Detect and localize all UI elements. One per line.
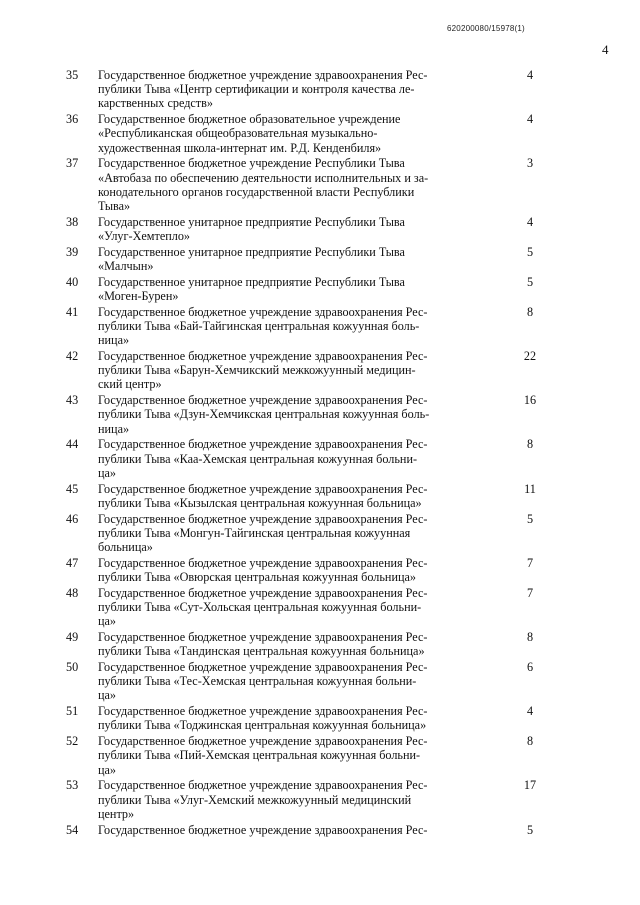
institution-name: Государственное бюджетное учреждение здравоохранения Рес- публики Тыва «Бай-Тайгинская центральная кожуунная боль- ница» bbox=[98, 304, 428, 348]
row-number: 52 bbox=[66, 734, 79, 749]
row-quantity: 5 bbox=[526, 511, 534, 526]
row-number: 54 bbox=[66, 822, 79, 837]
institution-name: Государственное бюджетное учреждение здравоохранения Рес- публики Тыва «Пий-Хемская центральная кожуунная больни- ца» bbox=[98, 734, 428, 777]
institution-name: Государственное бюджетное учреждение здравоохранения Рес- публики Тыва «Дзун-Хемчикская центральная кожуунная боль- ница» bbox=[98, 393, 430, 436]
row-number: 39 bbox=[66, 244, 79, 259]
row-quantity: 4 bbox=[526, 68, 534, 82]
table-row bbox=[0, 393, 640, 437]
row-quantity: 8 bbox=[526, 734, 534, 749]
row-number: 43 bbox=[66, 393, 79, 408]
row-number: 37 bbox=[66, 156, 79, 171]
row-quantity: 22 bbox=[523, 349, 537, 364]
row-number: 40 bbox=[66, 274, 79, 289]
institution-name: Государственное унитарное предприятие Республики Тыва «Улуг-Хемтепло» bbox=[98, 214, 405, 244]
row-number: 47 bbox=[66, 555, 79, 570]
table-row bbox=[0, 305, 640, 349]
table-row bbox=[0, 630, 640, 660]
row-number: 53 bbox=[66, 778, 79, 793]
table-row bbox=[0, 437, 640, 481]
table-row bbox=[0, 778, 640, 822]
row-quantity: 6 bbox=[526, 660, 534, 675]
institution-name: Государственное бюджетное учреждение здравоохранения Рес- публики Тыва «Барун-Хемчикский межкожуунный медицин- ский центр» bbox=[98, 349, 428, 392]
institution-name: Государственное бюджетное образовательное учреждение «Республиканская общеобразовательная музыкально- художественная школа-интернат им. Р.Д. Кенденбиля» bbox=[98, 112, 401, 155]
row-number: 48 bbox=[66, 585, 79, 600]
institution-name: Государственное бюджетное учреждение здравоохранения Рес- публики Тыва «Каа-Хемская центральная кожуунная больни- ца» bbox=[98, 437, 428, 480]
row-number: 51 bbox=[66, 704, 79, 719]
page-number: 4 bbox=[602, 42, 609, 57]
row-quantity: 3 bbox=[526, 156, 534, 171]
row-number: 36 bbox=[66, 112, 79, 127]
row-number: 44 bbox=[66, 437, 79, 452]
row-number: 41 bbox=[66, 304, 79, 319]
row-number: 49 bbox=[66, 630, 79, 645]
institution-name: Государственное унитарное предприятие Республики Тыва «Малчын» bbox=[98, 244, 405, 274]
row-number: 46 bbox=[66, 511, 79, 526]
institution-name: Государственное бюджетное учреждение здравоохранения Рес- публики Тыва «Тоджинская центральная кожуунная больница» bbox=[98, 704, 428, 733]
row-number: 38 bbox=[66, 214, 79, 229]
table-row bbox=[0, 68, 640, 112]
row-quantity: 11 bbox=[524, 481, 536, 496]
institution-name: Государственное бюджетное учреждение здравоохранения Рес- публики Тыва «Центр сертификации и контроля качества ле- карственных средств» bbox=[98, 68, 428, 111]
institution-name: Государственное бюджетное учреждение Республики Тыва «Автобаза по обеспечению деятельности исполнительных и за- конодательного органов государственной власти Республики Тыва» bbox=[98, 156, 429, 214]
table-row bbox=[0, 215, 640, 245]
table-row bbox=[0, 275, 640, 305]
row-number: 42 bbox=[66, 349, 79, 364]
table-row bbox=[0, 704, 640, 734]
table-row bbox=[0, 349, 640, 393]
institution-name: Государственное бюджетное учреждение здравоохранения Рес- публики Тыва «Сут-Хольская центральная кожуунная больни- ца» bbox=[98, 585, 428, 629]
institution-name: Государственное бюджетное учреждение здравоохранения Рес- публики Тыва «Тандинская центральная кожуунная больница» bbox=[98, 630, 428, 659]
row-quantity: 8 bbox=[526, 437, 534, 452]
row-quantity: 5 bbox=[526, 274, 534, 289]
institution-name: Государственное бюджетное учреждение здравоохранения Рес- публики Тыва «Монгун-Тайгинская центральная кожуунная больница» bbox=[98, 511, 428, 555]
row-quantity: 16 bbox=[523, 393, 537, 408]
table-row bbox=[0, 482, 640, 512]
row-quantity: 5 bbox=[526, 822, 534, 837]
institution-name: Государственное бюджетное учреждение здравоохранения Рес- публики Тыва «Улуг-Хемский межкожуунный медицинский центр» bbox=[98, 778, 428, 821]
row-quantity: 17 bbox=[523, 778, 537, 793]
document-id: 620200080/15978(1) bbox=[447, 24, 525, 33]
institution-name: Государственное бюджетное учреждение здравоохранения Рес- публики Тыва «Кызылская центральная кожуунная больница» bbox=[98, 481, 428, 510]
institution-name: Государственное унитарное предприятие Республики Тыва «Моген-Бурен» bbox=[98, 274, 405, 304]
table-row bbox=[0, 512, 640, 556]
institution-name: Государственное бюджетное учреждение здравоохранения Рес- публики Тыва «Тес-Хемская центральная кожуунная больни- ца» bbox=[98, 660, 428, 703]
row-number: 35 bbox=[66, 68, 79, 82]
table-row bbox=[0, 112, 640, 156]
row-quantity: 4 bbox=[526, 704, 534, 719]
row-quantity: 5 bbox=[526, 244, 534, 259]
row-quantity: 4 bbox=[526, 112, 534, 127]
table-row bbox=[0, 586, 640, 630]
row-number: 50 bbox=[66, 660, 79, 675]
row-number: 45 bbox=[66, 481, 79, 496]
row-quantity: 8 bbox=[526, 630, 534, 645]
table-row bbox=[0, 556, 640, 586]
row-quantity: 7 bbox=[526, 555, 534, 570]
table-row bbox=[0, 156, 640, 214]
row-quantity: 8 bbox=[526, 304, 534, 319]
institution-name: Государственное бюджетное учреждение здравоохранения Рес- публики Тыва «Овюрская центральная кожуунная больница» bbox=[98, 555, 428, 585]
table-row bbox=[0, 823, 640, 839]
row-quantity: 4 bbox=[526, 214, 534, 229]
table-row bbox=[0, 660, 640, 704]
row-quantity: 7 bbox=[526, 585, 534, 600]
table-row bbox=[0, 734, 640, 778]
institution-name: Государственное бюджетное учреждение здравоохранения Рес- bbox=[98, 822, 428, 837]
table-row bbox=[0, 245, 640, 275]
institutions-table bbox=[0, 68, 640, 838]
